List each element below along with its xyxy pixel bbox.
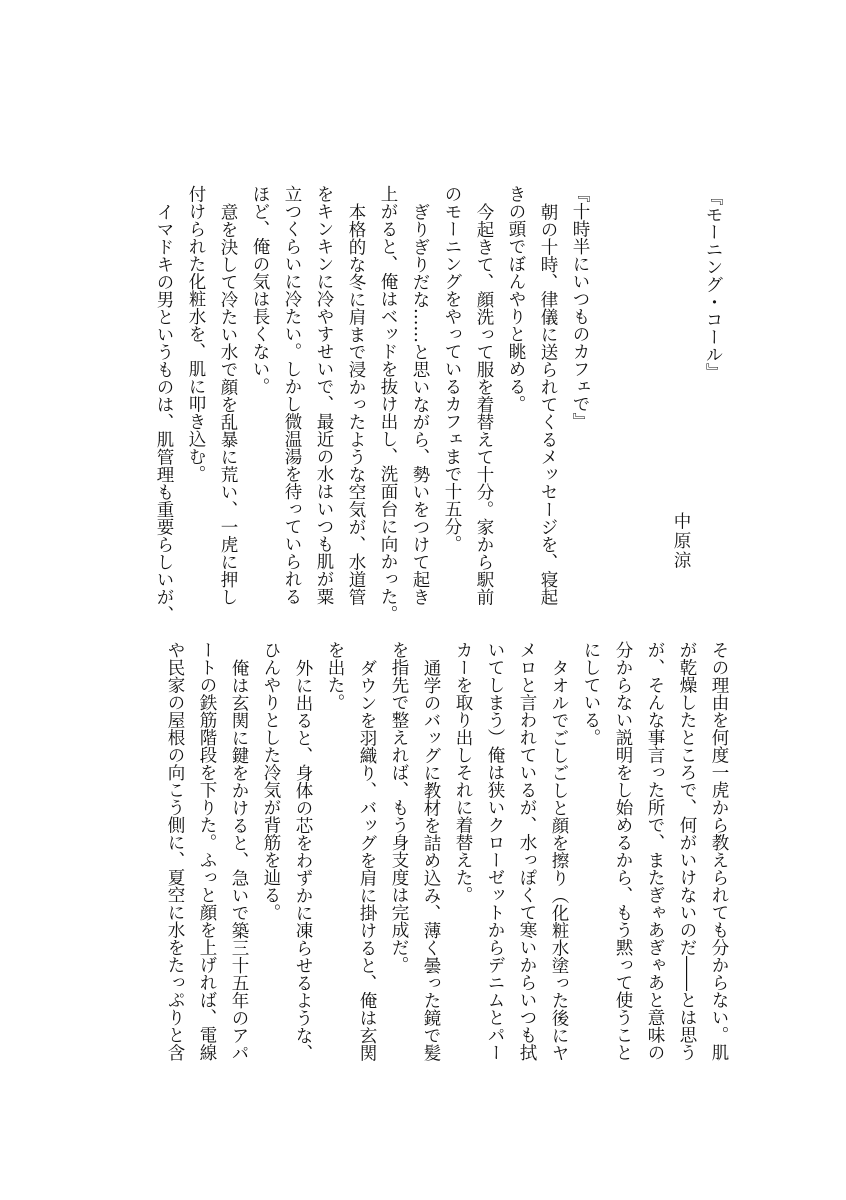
text-line: 今起きて、顔洗って服を着替えて十分。家から駅前 [474,202,494,605]
text-line: いてしまう）俺は狭いクローゼットからデニムとパー [485,641,505,1061]
text-line: のモーニングをやっているカフェまで十五分。 [442,185,462,553]
text-line: ぎりぎりだな……と思いながら、勢いをつけて起き [410,202,430,605]
text-line: をキンキンに冷やすせいで、最近の水はいつも肌が粟 [314,185,334,605]
text-line: ほど、俺の気は長くない。 [250,185,270,395]
upper-text-block [148,185,596,635]
text-line: を指先で整えれば、もう身支度は完成だ。 [389,641,409,974]
text-line: 外に出ると、身体の芯をわずかに凍らせるような、 [293,658,313,1061]
text-line: 通学のバッグに教材を詰め込み、薄く曇った鏡で髪 [421,658,441,1061]
text-line: 上がると、俺はベッドを抜け出し、洗面台に向かった。 [378,185,398,623]
text-line: にしている。 [581,641,601,746]
text-line: 分からない説明をし始めるから、もう黙って使うこと [613,641,633,1061]
story-header [665,188,729,628]
text-line: ダウンを羽織り、バッグを肩に掛けると、俺は玄関 [357,658,377,1061]
story-title: 『モーニング・コール』 [703,188,723,381]
text-line: タオルでごしごしと顔を擦り（化粧水塗った後にヤ [549,658,569,1061]
text-line: カーを取り出しそれに着替えた。 [453,641,473,904]
text-line: や民家の屋根の向こう側に、夏空に水をたっぷりと含 [165,641,185,1061]
text-line: その理由を何度一虎から教えられても分からない。肌 [709,641,729,1061]
text-line: 付けられた化粧水を、肌に叩き込む。 [186,185,206,483]
text-line: 立つくらいに冷たい。しかし微温湯を待っていられる [282,185,302,605]
text-line: メロと言われているが、水っぽくて寒いからいつも拭 [517,641,537,1061]
author-name: 中原涼 [671,512,691,571]
text-line: ートの鉄筋階段を下りた。ふっと顔を上げれば、電線 [197,641,217,1061]
text-line: きの頭でぼんやりと眺める。 [506,185,526,413]
text-line: を出た。 [325,641,345,711]
text-line: 俺は玄関に鍵をかけると、急いで築三十五年のアパ [229,658,249,1061]
text-line: ひんやりとした冷気が背筋を辿る。 [261,641,281,921]
text-line: 朝の十時、律儀に送られてくるメッセージを、寝起 [538,202,558,605]
text-line: イマドキの男というものは、肌管理も重要らしいが、 [154,202,174,623]
lower-text-block [159,641,735,1091]
text-line: 『十時半にいつものカフェで』 [570,185,590,430]
text-line: が、そんな事言った所で、またぎゃあぎゃあと意味の [645,641,665,1061]
text-line: が乾燥したところで、何がいけないのだ――とは思う [677,641,697,1061]
text-line: 意を決して冷たい水で顔を乱暴に荒い、一虎に押し [218,202,238,605]
text-line: 本格的な冬に肩まで浸かったような空気が、水道管 [346,202,366,605]
